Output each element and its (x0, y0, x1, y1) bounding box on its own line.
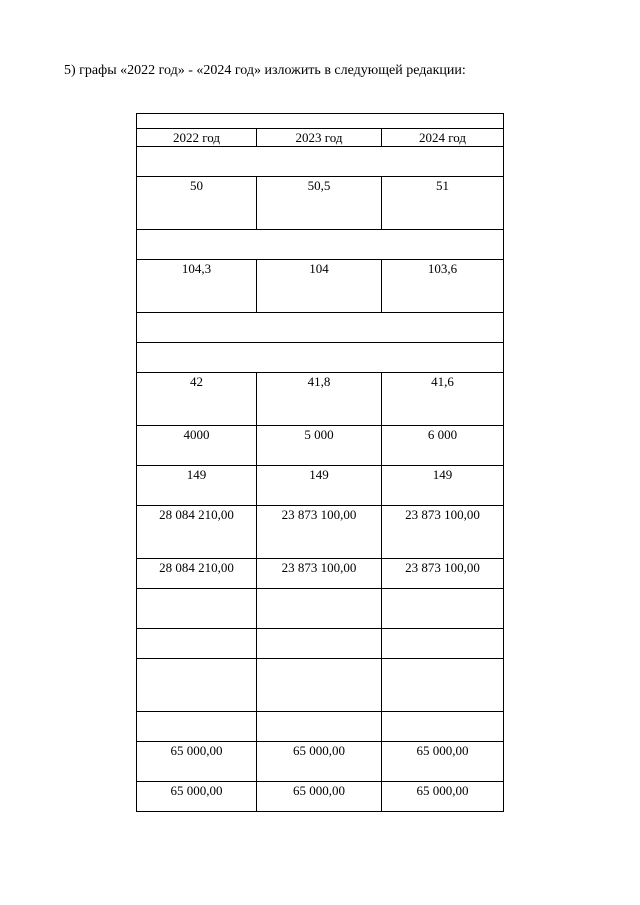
table-cell: 41,8 (257, 373, 382, 426)
table-cell: 41,6 (382, 373, 504, 426)
table-section-row (137, 147, 504, 177)
table-row (137, 373, 504, 426)
table-row (137, 426, 504, 466)
table-cell: 65 000,00 (257, 742, 382, 782)
table-section-row (137, 313, 504, 343)
table-cell: 5 000 (257, 426, 382, 466)
table-cell (257, 589, 382, 629)
table-section-cell (137, 343, 504, 373)
table-cell: 149 (382, 466, 504, 506)
table-section-cell (137, 147, 504, 177)
table-cell: 104,3 (137, 260, 257, 313)
table-cell: 28 084 210,00 (137, 559, 257, 589)
table-cell (137, 589, 257, 629)
table-cell: 51 (382, 177, 504, 230)
table-cell: 4000 (137, 426, 257, 466)
table-section-cell (137, 230, 504, 260)
table-cell: 23 873 100,00 (257, 506, 382, 559)
data-table (136, 113, 504, 812)
table-cell (382, 659, 504, 712)
table-cell (257, 712, 382, 742)
table-row (137, 466, 504, 506)
table-cell (257, 629, 382, 659)
table-cell: 65 000,00 (137, 742, 257, 782)
table-top-cell (137, 114, 504, 129)
table-row (137, 589, 504, 629)
table-top-row (137, 114, 504, 129)
table-row (137, 742, 504, 782)
table-cell: 23 873 100,00 (382, 559, 504, 589)
table-cell: 50 (137, 177, 257, 230)
table-cell: 23 873 100,00 (382, 506, 504, 559)
table-row (137, 559, 504, 589)
table-cell: 103,6 (382, 260, 504, 313)
table-section-row (137, 230, 504, 260)
column-header-2023: 2023 год (257, 129, 382, 147)
table-row (137, 782, 504, 812)
table-row (137, 506, 504, 559)
table-cell: 23 873 100,00 (257, 559, 382, 589)
column-header-2022: 2022 год (137, 129, 257, 147)
table-section-row (137, 343, 504, 373)
table-cell: 149 (137, 466, 257, 506)
table-cell: 50,5 (257, 177, 382, 230)
table-cell: 65 000,00 (257, 782, 382, 812)
table-cell (137, 629, 257, 659)
table-row (137, 659, 504, 712)
table-cell: 65 000,00 (382, 782, 504, 812)
table-cell: 65 000,00 (137, 782, 257, 812)
table-cell: 149 (257, 466, 382, 506)
table-header-row (137, 129, 504, 147)
table-cell: 65 000,00 (382, 742, 504, 782)
table-row (137, 629, 504, 659)
table-cell (382, 589, 504, 629)
table-row (137, 260, 504, 313)
table-cell (382, 712, 504, 742)
table-section-cell (137, 313, 504, 343)
table-cell: 6 000 (382, 426, 504, 466)
table-cell (382, 629, 504, 659)
table-row (137, 177, 504, 230)
column-header-2024: 2024 год (382, 129, 504, 147)
table-cell (257, 659, 382, 712)
table-cell (137, 659, 257, 712)
table-cell: 42 (137, 373, 257, 426)
table-cell (137, 712, 257, 742)
intro-text: 5) графы «2022 год» - «2024 год» изложить в следующей редакции: (64, 63, 466, 78)
table-cell: 28 084 210,00 (137, 506, 257, 559)
table-row (137, 712, 504, 742)
table-cell: 104 (257, 260, 382, 313)
